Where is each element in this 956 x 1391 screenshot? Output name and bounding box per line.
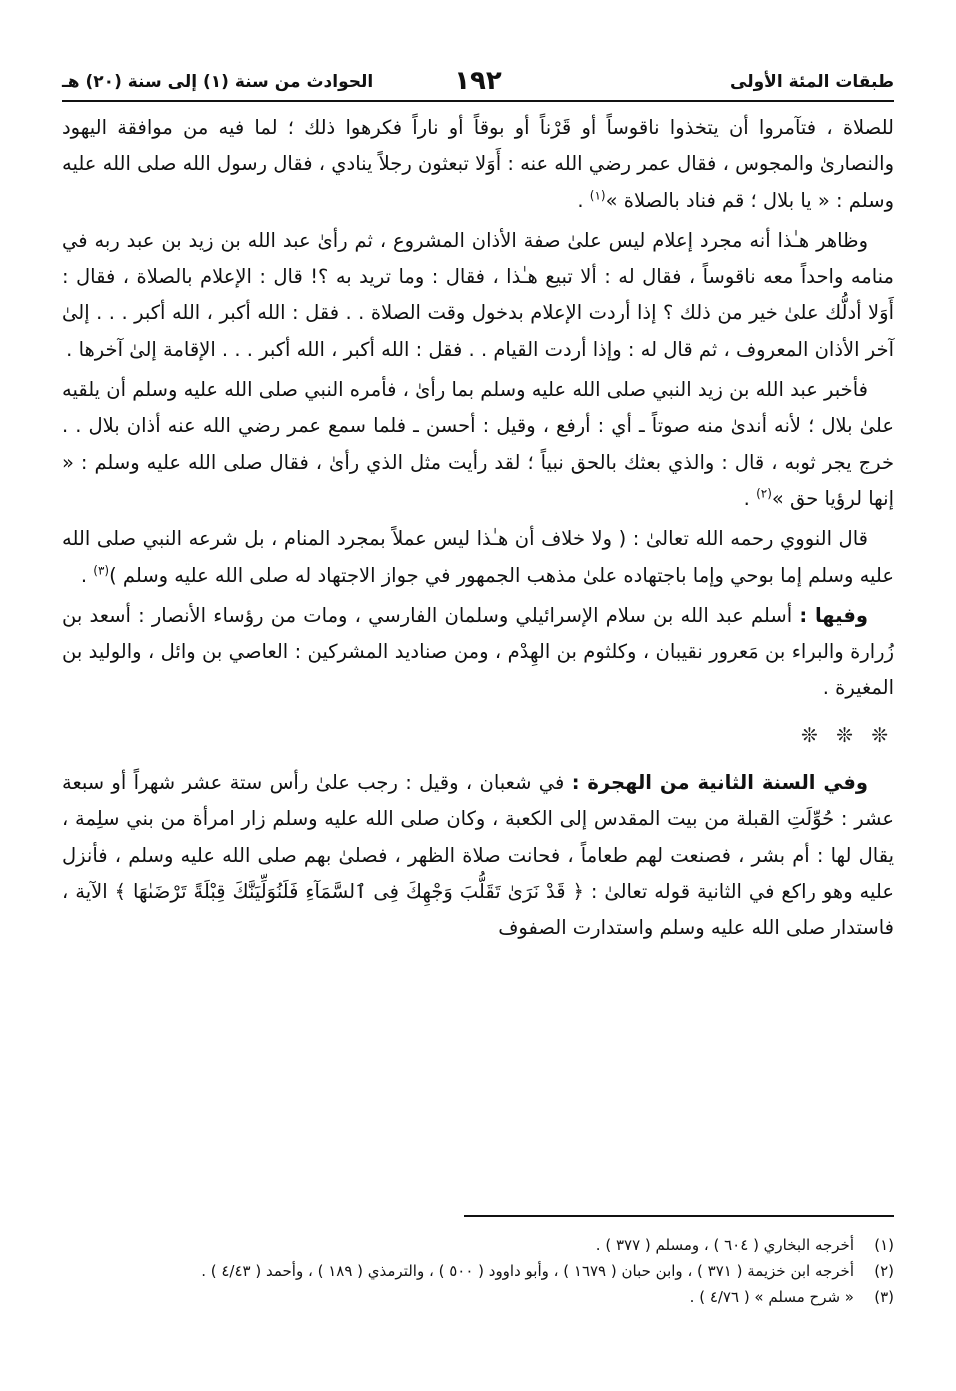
footnote-ref-2: (٢) (756, 486, 772, 501)
paragraph-6: وفي السنة الثانية من الهجرة : في شعبان ، وقيل : رجب علىٰ رأس ستة عشر شهراً أو سبعة عشر : حُوِّلَتِ القبلة من بيت المقدس إلى الكعبة ، وكان صلى الله عليه وسلم زار امرأة من بني سلِمة ، يقال لها : أم بشر ، فصنعت لهم طعاماً ، فحانت صلاة الظهر ، فصلىٰ بهم صلى الله عليه وسلم ، فأنزل عليه وهو راكع في الثانية قوله تعالىٰ : ﴿ قَدْ نَرَىٰ تَقَلُّبَ وَجْهِكَ فِى ٱلسَّمَآءِ فَلَنُوَلِّيَنَّكَ قِبْلَةً تَرْضَىٰهَا ﴾ الآية ، فاستدار صلى الله عليه وسلم واستدارت الصفوف (62, 771, 894, 940)
footnote-ref-3: (٣) (93, 563, 110, 578)
footnote-ref-1: (١) (589, 188, 606, 203)
footnote-number: (٢) (874, 1262, 894, 1280)
paragraph-5-lead: وفيها : (799, 603, 868, 627)
footnote-2 (62, 1258, 894, 1284)
paragraph-5: وفيها : أسلم عبد الله بن سلام الإسرائيلي وسلمان الفارسي ، ومات من رؤساء الأنصار : أسعد بن زُرارة والبراء بن مَعرور نقيبان ، وكلثوم بن الهِدْم ، ومن صناديد المشركين : العاصي بن وائل ، والوليد بن المغيرة . (62, 603, 894, 700)
book-page (62, 60, 894, 1361)
paragraph-2: وظاهر هـٰذا أنه مجرد إعلام ليس علىٰ صفة الأذان المشروع ، ثم رأىٰ عبد الله بن زيد بن عبد ربه في منامه واحداً معه ناقوساً ، فقال له : ألا تبيع هـٰذا ، فقال : وما تريد به ؟! قال : الإعلام بالصلاة ، فقال : أَوَلا أدلُّك علىٰ خير من ذلك ؟ إذا أردت الإعلام بدخول وقت الصلاة . . فقل : الله أكبر ، الله أكبر . . . إلىٰ آخر الأذان المعروف ، ثم قال له : وإذا أردت القيام . . فقل : الله أكبر ، الله أكبر . . . الإقامة إلىٰ آخرها . (62, 228, 894, 361)
main-text (62, 110, 894, 947)
footnotes (62, 1232, 894, 1310)
footnote-text: « شرح مسلم » ( ٤/٧٦ ) . (689, 1288, 854, 1306)
footnote-divider (464, 1215, 894, 1217)
book-title: طبقات المئة الأولى (730, 72, 894, 92)
footnote-1 (62, 1232, 894, 1258)
paragraph-1: للصلاة ، فتآمروا أن يتخذوا ناقوساً أو قَرْناً أو بوقاً أو ناراً فكرهوا ذلك ؛ لما فيه من موافقة اليهود والنصارىٰ والمجوس ، فقال عمر رضي الله عنه : أَوَلا تبعثون رجلاً ينادي ، فقال رسول الله صلى الله عليه وسلم : « يا بلال ؛ قم فناد بالصلاة »$^{(١)}$ . (62, 116, 894, 212)
footnote-text: أخرجه ابن خزيمة ( ٣٧١ ) ، وابن حبان ( ١٦٧٩ ) ، وأبو داوود ( ٥٠٠ ) ، والترمذي ( ١٨٩ ) ، وأحمد ( ٤/٤٣ ) . (201, 1262, 854, 1280)
footnote-text: أخرجه البخاري ( ٦٠٤ ) ، ومسلم ( ٣٧٧ ) . (595, 1236, 854, 1254)
paragraph-3: فأخبر عبد الله بن زيد النبي صلى الله عليه وسلم بما رأىٰ ، فأمره النبي صلى الله عليه وسلم أن يلقيه علىٰ بلال ؛ لأنه أندىٰ منه صوتاً ـ أي : أرفع ، وقيل : أحسن ـ فلما سمع عمر رضي الله عنه أذان بلال . . خرج يجر ثوبه ، قال : والذي بعثك بالحق نبياً ؛ لقد رأيت مثل الذي رأىٰ ، فقال صلى الله عليه وسلم : « إنها لرؤيا حق »$^{(٢)}$ . (62, 378, 894, 510)
page-header (62, 60, 894, 102)
footnote-number: (٣) (874, 1288, 894, 1306)
chapter-title: الحوادث من سنة (١) إلى سنة (٢٠) هـ (62, 72, 374, 92)
section-separator: ❊ ❊ ❊ (801, 722, 894, 747)
footnote-number: (١) (874, 1236, 894, 1254)
paragraph-6-lead: وفي السنة الثانية من الهجرة : (571, 771, 868, 795)
footnote-3 (62, 1284, 894, 1310)
paragraph-4: قال النووي رحمه الله تعالىٰ : ( ولا خلاف أن هـٰذا ليس عملاً بمجرد المنام ، بل شرعه النبي صلى الله عليه وسلم إما بوحي وإما باجتهاده علىٰ مذهب الجمهور في جواز الاجتهاد له صلى الله عليه وسلم )$^{(٣)}$ . (62, 527, 894, 587)
page-number: ١٩٢ (454, 66, 502, 96)
